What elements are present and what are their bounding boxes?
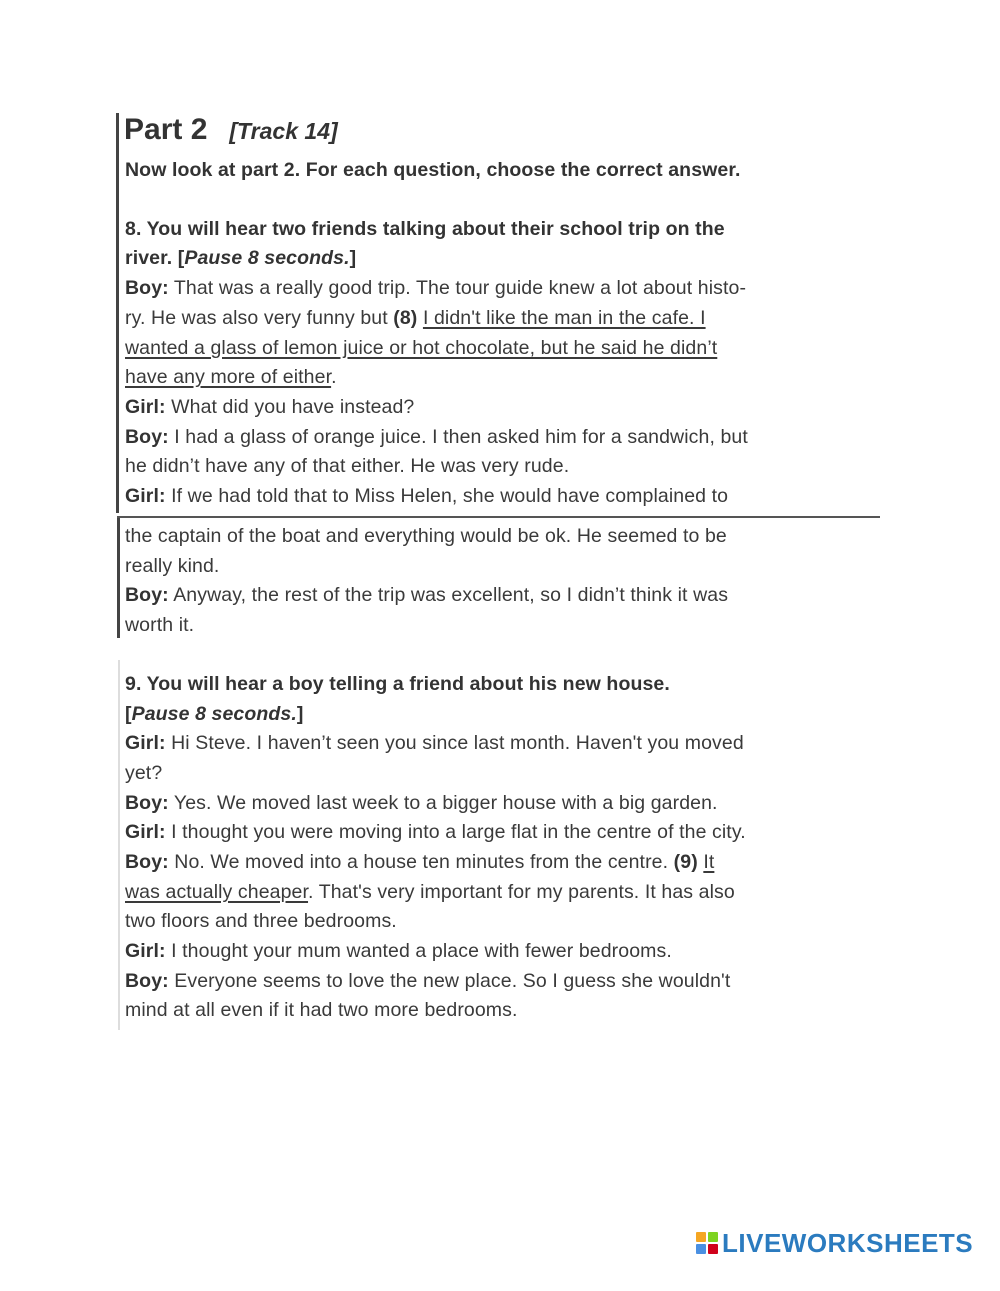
q8-line: Girl: What did you have instead? [125, 396, 415, 418]
answer-underline-8: I didn't like the man in the cafe. I [422, 307, 706, 329]
q9-heading-line1: 9. You will hear a boy telling a friend about his new house. [125, 673, 670, 695]
speaker-boy: Boy: [125, 851, 169, 873]
speaker-boy: Boy: [125, 792, 169, 814]
speaker-boy: Boy: [125, 277, 169, 299]
answer-number-9: (9) [673, 851, 698, 873]
logo-block [708, 1244, 718, 1254]
part-title: Part 2 [124, 113, 208, 146]
page-rule-horizontal [117, 516, 880, 518]
speaker-boy: Boy: [125, 426, 169, 448]
speaker-girl: Girl: [125, 940, 166, 962]
speaker-girl: Girl: [125, 396, 166, 418]
q9-heading-line2: [Pause 8 seconds.] [125, 703, 304, 725]
q8-line: worth it. [125, 614, 195, 636]
q9-pause-note: Pause 8 seconds. [131, 703, 297, 725]
q8-pause-note: Pause 8 seconds. [184, 247, 350, 269]
q9-line: two floors and three bedrooms. [125, 910, 397, 932]
speaker-boy: Boy: [125, 970, 169, 992]
speaker-girl: Girl: [125, 485, 166, 507]
q9-line: was actually cheaper. That's very important for my parents. It has also [125, 881, 735, 903]
answer-underline-9: was actually cheaper [125, 881, 309, 903]
page-rule-left-top [116, 113, 119, 513]
page-rule-left-middle [117, 518, 120, 638]
page-rule-left-bottom [118, 660, 120, 1030]
logo-blocks-icon [696, 1232, 718, 1254]
q8-line: ry. He was also very funny but (8) I didn't like the man in the cafe. I [125, 307, 706, 329]
q9-line: Boy: No. We moved into a house ten minutes from the centre. (9) It [125, 851, 715, 873]
q8-line: Boy: Anyway, the rest of the trip was excellent, so I didn’t think it was [125, 584, 729, 606]
speaker-girl: Girl: [125, 732, 166, 754]
q8-line [125, 333, 717, 363]
q9-line: mind at all even if it had two more bedrooms. [125, 999, 518, 1021]
logo-block [696, 1244, 706, 1254]
q8-line: he didn’t have any of that either. He was very rude. [125, 455, 570, 477]
speaker-girl: Girl: [125, 821, 166, 843]
logo-text: LIVEWORKSHEETS [722, 1227, 974, 1258]
q9-line: Girl: Hi Steve. I haven’t seen you since last month. Haven't you moved [125, 732, 744, 754]
q8-line: the captain of the boat and everything would be ok. He seemed to be [125, 525, 727, 547]
logo-block [708, 1232, 718, 1242]
answer-underline-9: It [703, 851, 715, 873]
q8-line: Girl: If we had told that to Miss Helen, she would have complained to [125, 485, 729, 507]
speaker-boy: Boy: [125, 584, 169, 606]
q9-line: Boy: Everyone seems to love the new place. So I guess she wouldn't [125, 970, 731, 992]
q9-line: Girl: I thought your mum wanted a place with fewer bedrooms. [125, 940, 672, 962]
q9-line: Girl: I thought you were moving into a large flat in the centre of the city. [125, 821, 746, 843]
track-label: [Track 14] [229, 118, 338, 144]
logo-block [696, 1232, 706, 1242]
q8-line: really kind. [125, 555, 220, 577]
q8-heading-line1: 8. You will hear two friends talking about their school trip on the [125, 218, 725, 240]
q8-line: have any more of either. [125, 366, 337, 388]
answer-number-8: (8) [393, 307, 418, 329]
answer-underline-8: have any more of either [125, 366, 332, 388]
instruction: Now look at part 2. For each question, choose the correct answer. [125, 159, 741, 181]
part-heading [124, 113, 338, 147]
q8-heading-line2: river. [Pause 8 seconds.] [125, 247, 357, 269]
q8-line: Boy: I had a glass of orange juice. I then asked him for a sandwich, but [125, 426, 748, 448]
liveworksheets-logo [696, 1228, 973, 1258]
q9-line: Boy: Yes. We moved last week to a bigger house with a big garden. [125, 792, 718, 814]
answer-underline-8: wanted a glass of lemon juice or hot chocolate, but he said he didn’t [125, 337, 718, 359]
q8-line: Boy: That was a really good trip. The tour guide knew a lot about histo- [125, 277, 747, 299]
q9-line: yet? [125, 762, 163, 784]
